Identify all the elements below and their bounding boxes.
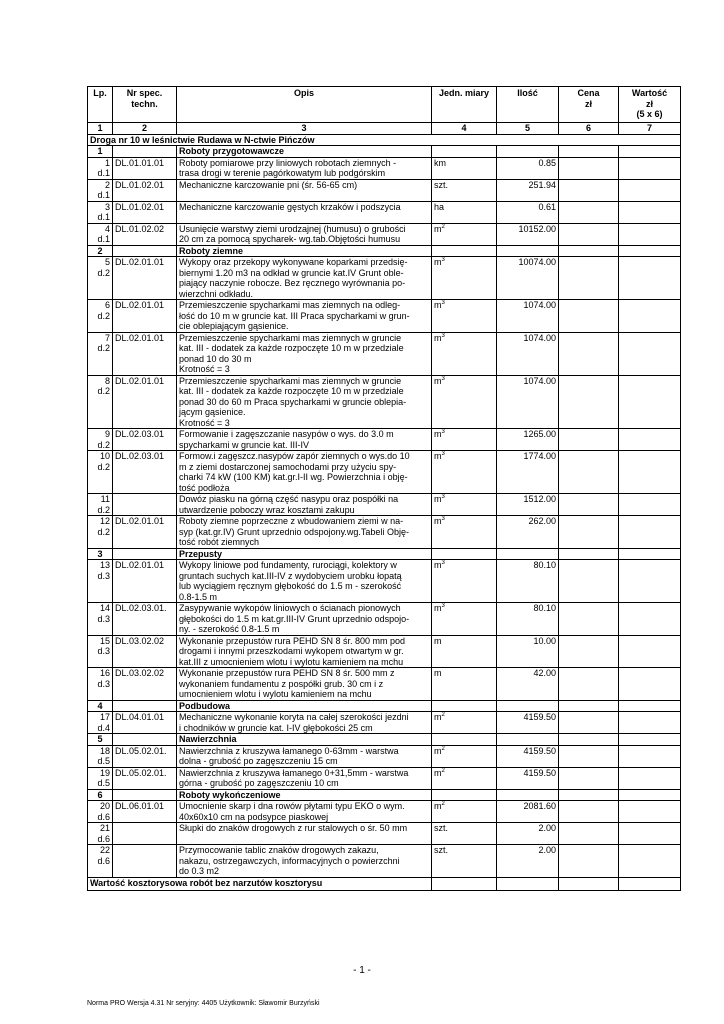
chapter-title: Roboty ziemne [177,245,432,257]
chapter-title: Roboty wykończeniowe [177,789,432,801]
item-lp: 6 d.2 [88,300,113,333]
item-quantity: 1074.00 [497,300,559,333]
item-quantity: 1774.00 [497,451,559,494]
item-price [559,223,619,245]
chapter-spacer [113,789,177,801]
item-lp: 5 d.2 [88,257,113,300]
item-unit [432,375,497,429]
table-row [88,494,681,516]
item-unit-text: m [434,767,442,778]
chapter-empty-cell [619,700,681,712]
item-unit-text: m [434,516,442,526]
chapter-empty-cell [559,789,619,801]
table-row [88,375,681,429]
item-lp: 15 d.3 [88,635,113,668]
item-unit-text: m [434,494,442,504]
item-spec: DL.06.01.01 [113,801,177,823]
table-row [88,712,681,734]
table-row [88,823,681,845]
chapter-empty-cell [619,146,681,158]
header-spec: Nr spec. techn. [113,87,177,123]
item-lp: 14 d.3 [88,603,113,636]
table-row [88,179,681,201]
chapter-empty-cell [432,734,497,746]
chapter-empty-cell [559,146,619,158]
item-spec [113,494,177,516]
item-price [559,712,619,734]
item-value [619,451,681,494]
table-row [88,157,681,179]
chapter-empty-cell [497,734,559,746]
chapter-row [88,548,681,560]
item-spec: DL.02.01.01 [113,516,177,549]
total-empty [559,877,619,890]
item-unit-exponent: 2 [441,712,445,718]
item-lp: 22 d.6 [88,845,113,878]
item-price [559,451,619,494]
chapter-empty-cell [619,789,681,801]
item-spec: DL.01.02.02 [113,223,177,245]
chapter-row [88,146,681,158]
item-description: Przemieszczenie spycharkami mas ziemnych w gruncie kat. III - dodatek za każde rozpoczęte 10 m w przedziale ponad 30 do 60 m Praca spycharkami w gruncie oblepia- jącym gąsienice. Krotność = 3 [177,375,432,429]
item-price [559,668,619,701]
item-lp: 2 d.1 [88,179,113,201]
item-unit-text: m [434,332,442,343]
item-price [559,560,619,603]
item-spec: DL.05.02.01. [113,767,177,789]
item-unit-text: m [434,635,442,646]
chapter-number: 5 [88,734,113,746]
item-value [619,516,681,549]
item-price [559,603,619,636]
item-unit-text: ha [434,201,445,212]
item-price [559,635,619,668]
item-unit-exponent: 3 [441,332,445,339]
item-spec: DL.02.01.01 [113,300,177,333]
item-quantity: 2.00 [497,823,559,845]
item-price [559,157,619,179]
item-unit [432,201,497,223]
item-value [619,429,681,451]
table-row [88,801,681,823]
item-value [619,712,681,734]
item-unit-exponent: 3 [441,429,445,435]
item-quantity: 42.00 [497,668,559,701]
item-price [559,745,619,767]
item-price [559,516,619,549]
item-value [619,845,681,878]
header-opis: Opis [177,87,432,123]
total-value [619,877,681,890]
header-lp: Lp. [88,87,113,123]
item-unit [432,801,497,823]
chapter-row [88,789,681,801]
item-description: Przymocowanie tablic znaków drogowych zakazu, nakazu, ostrzegawczych, informacyjnych o powierzchni do 0.3 m2 [177,845,432,878]
item-description: Słupki do znaków drogowych z rur stalowych o śr. 50 mm [177,823,432,845]
item-unit-exponent: 3 [441,300,445,306]
item-price [559,257,619,300]
table-row [88,845,681,878]
item-description: Formowanie i zagęszczanie nasypów o wys. do 3.0 m spycharkami w gruncie kat. III-IV [177,429,432,451]
item-lp: 13 d.3 [88,560,113,603]
table-row [88,429,681,451]
item-quantity: 0.85 [497,157,559,179]
item-spec [113,823,177,845]
table-row [88,201,681,223]
table-row [88,603,681,636]
item-value [619,494,681,516]
item-description: Mechaniczne karczowanie gęstych krzaków i podszycia [177,201,432,223]
item-unit [432,603,497,636]
item-value [619,603,681,636]
item-unit [432,494,497,516]
item-spec: DL.01.01.01 [113,157,177,179]
section-title: Droga nr 10 w leśnictwie Rudawa w N-ctwie Pińczów [88,134,681,146]
item-unit [432,451,497,494]
item-unit-text: m [434,745,442,756]
item-description: Umocnienie skarp i dna rowów płytami typu EKO o wym. 40x60x10 cm na podsypce piaskowej [177,801,432,823]
page-number: - 1 - [353,965,371,976]
chapter-empty-cell [497,245,559,257]
item-value [619,823,681,845]
item-unit-text: m [434,375,442,386]
item-unit [432,745,497,767]
item-lp: 3 d.1 [88,201,113,223]
item-price [559,179,619,201]
item-value [619,257,681,300]
item-value [619,201,681,223]
item-quantity: 4159.50 [497,745,559,767]
item-quantity: 1265.00 [497,429,559,451]
item-unit [432,668,497,701]
item-spec: DL.03.02.02 [113,668,177,701]
table-body [88,134,681,877]
item-quantity: 4159.50 [497,767,559,789]
item-value [619,157,681,179]
header-price: Cena zł [559,87,619,123]
item-price [559,767,619,789]
item-value [619,801,681,823]
item-quantity: 0.61 [497,201,559,223]
item-unit-text: m [434,668,442,678]
table-row [88,560,681,603]
chapter-spacer [113,245,177,257]
table-row [88,300,681,333]
col-number: 3 [177,123,432,135]
item-value [619,635,681,668]
item-lp: 11 d.2 [88,494,113,516]
chapter-empty-cell [432,548,497,560]
item-unit [432,560,497,603]
chapter-empty-cell [559,700,619,712]
chapter-empty-cell [432,245,497,257]
col-number: 6 [559,123,619,135]
item-quantity: 1074.00 [497,332,559,375]
chapter-number: 3 [88,548,113,560]
item-price [559,300,619,333]
column-number-row [88,123,681,135]
total-row [88,877,681,890]
chapter-spacer [113,700,177,712]
item-lp: 17 d.4 [88,712,113,734]
col-number: 7 [619,123,681,135]
item-quantity: 251.94 [497,179,559,201]
item-spec: DL.02.03.01 [113,429,177,451]
chapter-row [88,700,681,712]
table-row [88,223,681,245]
table-row [88,257,681,300]
item-spec: DL.04.01.01 [113,712,177,734]
table-row [88,745,681,767]
item-quantity: 262.00 [497,516,559,549]
section-title-row [88,134,681,146]
item-unit-text: m [434,560,442,570]
col-number: 4 [432,123,497,135]
header-row [88,87,681,123]
item-spec: DL.01.02.01 [113,201,177,223]
item-quantity: 1512.00 [497,494,559,516]
chapter-title: Podbudowa [177,700,432,712]
chapter-title: Roboty przygotowawcze [177,146,432,158]
item-description: Mechaniczne karczowanie pni (śr. 56-65 cm) [177,179,432,201]
item-unit-exponent: 2 [441,767,445,774]
table-row [88,668,681,701]
chapter-title: Nawierzchnia [177,734,432,746]
header-value: Wartość zł (5 x 6) [619,87,681,123]
item-unit [432,516,497,549]
total-empty [432,877,497,890]
item-value [619,375,681,429]
table-row [88,332,681,375]
item-unit-exponent: 3 [441,560,445,566]
chapter-empty-cell [497,700,559,712]
item-lp: 7 d.2 [88,332,113,375]
item-quantity: 80.10 [497,560,559,603]
item-spec: DL.02.01.01 [113,375,177,429]
chapter-empty-cell [619,734,681,746]
item-unit-exponent: 3 [441,375,445,382]
item-unit-exponent: 2 [441,801,445,807]
item-unit [432,179,497,201]
item-description: Roboty pomiarowe przy liniowych robotach ziemnych - trasa drogi w terenie pagórkowatym lub podgórskim [177,157,432,179]
chapter-row [88,245,681,257]
header-qty: Ilość [497,87,559,123]
item-value [619,223,681,245]
item-price [559,494,619,516]
item-spec: DL.02.03.01 [113,451,177,494]
item-price [559,823,619,845]
item-unit [432,767,497,789]
item-lp: 16 d.3 [88,668,113,701]
item-spec: DL.05.02.01. [113,745,177,767]
item-spec: DL.02.01.01 [113,332,177,375]
item-spec: DL.03.02.02 [113,635,177,668]
table-row [88,767,681,789]
item-description: Przemieszczenie spycharkami mas ziemnych na odleg- łość do 10 m w gruncie kat. III Praca spycharkami w grun- cie oblepiającym gąsienice. [177,300,432,333]
item-unit [432,635,497,668]
chapter-empty-cell [497,548,559,560]
item-description: Zasypywanie wykopów liniowych o ścianach pionowych głębokości do 1.5 m kat.gr.III-IV Grunt uprzednio odspojo- ny. - szerokość 0.8-1.5 m [177,603,432,636]
item-quantity: 10074.00 [497,257,559,300]
item-spec: DL.02.01.01 [113,257,177,300]
item-unit-text: m [434,801,442,811]
item-price [559,801,619,823]
item-unit-text: m [434,451,442,461]
item-description: Przemieszczenie spycharkami mas ziemnych w gruncie kat. III - dodatek za każde rozpoczęte 10 m w przedziale ponad 10 do 30 m Krotność = 3 [177,332,432,375]
total-label: Wartość kosztorysowa robót bez narzutów kosztorysu [88,877,432,890]
item-value [619,179,681,201]
chapter-empty-cell [497,146,559,158]
item-unit [432,712,497,734]
item-lp: 10 d.2 [88,451,113,494]
item-unit [432,332,497,375]
item-spec [113,845,177,878]
table-row [88,516,681,549]
item-value [619,668,681,701]
item-description: Wykonanie przepustów rura PEHD SN 8 śr. 500 mm z wykonaniem fundamentu z pospółki grub. 30 cm i z umocnieniem wlotu i wylotu kamieniem na mchu [177,668,432,701]
item-unit-text: m [434,712,442,722]
item-lp: 21 d.6 [88,823,113,845]
item-unit-exponent: 3 [441,257,445,263]
item-value [619,560,681,603]
total-empty [497,877,559,890]
header-unit: Jedn. miary [432,87,497,123]
item-description: Wykonanie przepustów rura PEHD SN 8 śr. 800 mm pod drogami i innymi przeszkodami wykopem otwartym w gr. kat.III z umocnieniem wlotu i wylotu kamieniem na mchu [177,635,432,668]
item-unit-text: m [434,429,442,439]
item-price [559,375,619,429]
item-unit-exponent: 3 [441,494,445,500]
item-unit [432,257,497,300]
item-unit [432,223,497,245]
chapter-empty-cell [432,146,497,158]
item-value [619,332,681,375]
item-unit-text: szt. [434,845,449,855]
item-lp: 9 d.2 [88,429,113,451]
item-spec: DL.02.03.01. [113,603,177,636]
chapter-number: 2 [88,245,113,257]
item-unit-exponent: 3 [441,603,445,609]
item-quantity: 2081.60 [497,801,559,823]
chapter-empty-cell [432,700,497,712]
chapter-empty-cell [619,548,681,560]
item-lp: 8 d.2 [88,375,113,429]
item-unit [432,429,497,451]
item-unit [432,157,497,179]
item-unit-text: szt. [434,179,449,190]
chapter-row [88,734,681,746]
item-unit-text: m [434,257,442,267]
item-value [619,745,681,767]
item-price [559,332,619,375]
chapter-spacer [113,548,177,560]
item-price [559,201,619,223]
item-spec: DL.01.02.01 [113,179,177,201]
item-quantity: 10.00 [497,635,559,668]
chapter-empty-cell [432,789,497,801]
chapter-spacer [113,146,177,158]
item-description: Wykopy oraz przekopy wykonywane koparkami przedsię- biernymi 1.20 m3 na odkład w gruncie kat.IV Grunt oble- piający naczynie robocze. Bez ręcznego wyrównania po- wierzchni odkładu. [177,257,432,300]
chapter-empty-cell [559,734,619,746]
col-number: 2 [113,123,177,135]
item-description: Roboty ziemne poprzeczne z wbudowaniem ziemi w na- syp (kat.gr.IV) Grunt uprzednio odspojony.wg.Tabeli Obję- tość robót ziemnych [177,516,432,549]
item-quantity: 4159.50 [497,712,559,734]
item-quantity: 10152.00 [497,223,559,245]
item-unit-exponent: 2 [441,745,445,752]
item-quantity: 1074.00 [497,375,559,429]
item-description: Dowóz piasku na górną część nasypu oraz pospółki na utwardzenie poboczy wraz kosztami zakupu [177,494,432,516]
item-price [559,429,619,451]
col-number: 5 [497,123,559,135]
item-unit-text: m [434,223,442,234]
item-unit [432,300,497,333]
item-lp: 4 d.1 [88,223,113,245]
item-description: Nawierzchnia z kruszywa łamanego 0-63mm - warstwa dolna - grubość po zagęszczeniu 15 cm [177,745,432,767]
item-unit [432,823,497,845]
item-description: Wykopy liniowe pod fundamenty, rurociągi, kolektory w gruntach suchych kat.III-IV z wydobyciem urobku łopatą lub wyciągiem ręcznym głębokość do 1.5 m - szerokość 0.8-1.5 m [177,560,432,603]
item-unit-exponent: 3 [441,516,445,522]
item-description: Nawierzchnia z kruszywa łamanego 0+31,5mm - warstwa górna - grubość po zagęszczeniu 10 cm [177,767,432,789]
item-description: Mechaniczne wykonanie koryta na całej szerokości jezdni i chodników w gruncie kat. I-IV głębokości 25 cm [177,712,432,734]
item-value [619,300,681,333]
table-row [88,451,681,494]
item-price [559,845,619,878]
chapter-number: 1 [88,146,113,158]
chapter-empty-cell [497,789,559,801]
item-lp: 1 d.1 [88,157,113,179]
item-description: Usunięcie warstwy ziemi urodzajnej (humusu) o grubości 20 cm za pomocą spycharek- wg.tab.Objętości humusu [177,223,432,245]
item-lp: 12 d.2 [88,516,113,549]
chapter-empty-cell [559,245,619,257]
item-lp: 18 d.5 [88,745,113,767]
item-quantity: 2.00 [497,845,559,878]
item-unit-text: m [434,300,442,310]
item-unit-exponent: 3 [441,451,445,457]
col-number: 1 [88,123,113,135]
footer-software-info: Norma PRO Wersja 4.31 Nr seryjny: 4405 Użytkownik: Sławomir Burzyński [87,1000,320,1007]
item-value [619,767,681,789]
item-quantity: 80.10 [497,603,559,636]
chapter-empty-cell [559,548,619,560]
chapter-number: 4 [88,700,113,712]
item-lp: 19 d.5 [88,767,113,789]
cost-estimate-table [87,86,681,891]
item-spec: DL.02.01.01 [113,560,177,603]
table-row [88,635,681,668]
item-unit-text: szt. [434,823,449,833]
chapter-empty-cell [619,245,681,257]
item-lp: 20 d.6 [88,801,113,823]
chapter-number: 6 [88,789,113,801]
item-unit-text: m [434,603,442,613]
chapter-spacer [113,734,177,746]
item-description: Formow.i zagęszcz.nasypów zapór ziemnych o wys.do 10 m z ziemi dostarczonej samochodami przy użyciu spy- charki 74 kW (100 KM) kat.gr.I-II wg. Powierzchnia i obję- tość podłoża [177,451,432,494]
chapter-title: Przepusty [177,548,432,560]
item-unit-text: km [434,157,446,168]
item-unit [432,845,497,878]
item-unit-exponent: 2 [441,223,445,230]
